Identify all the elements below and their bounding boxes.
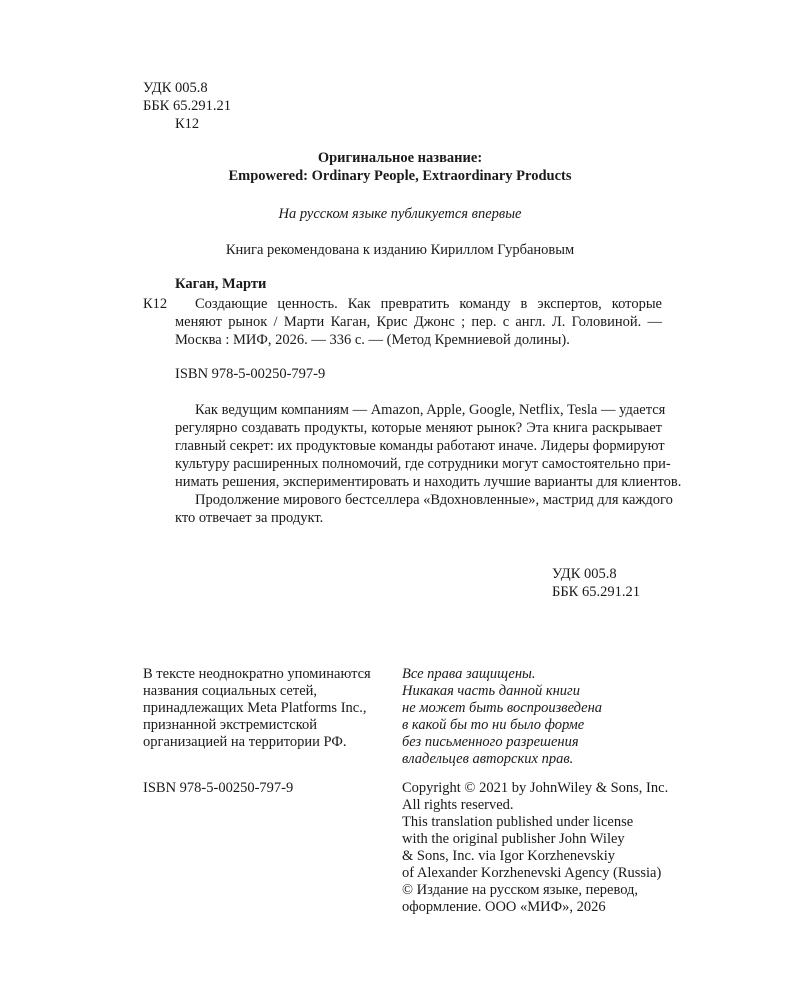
rights-line: Никакая часть данной книги <box>402 683 580 699</box>
bbk-code: ББК 65.291.21 <box>143 98 231 114</box>
copyright-line: All rights reserved. <box>402 797 514 813</box>
author-mark: К12 <box>175 116 200 132</box>
meta-notice-line: принадлежащих Meta Platforms Inc., <box>143 700 367 716</box>
bib-description-line: меняют рынок / Марти Каган, Крис Джонс ; пер. с англ. Л. Головиной. — <box>175 314 662 330</box>
footer-bbk-code: ББК 65.291.21 <box>552 584 640 600</box>
udk-code: УДК 005.8 <box>143 80 208 96</box>
annotation-line: главный секрет: их продуктовые команды работают иначе. Лидеры формируют <box>175 438 665 454</box>
meta-notice <box>143 666 371 751</box>
original-title: Empowered: Ordinary People, Extraordinary Products <box>228 168 572 184</box>
first-publication-note: На русском языке публикуется впервые <box>278 206 522 222</box>
bib-description-line: Москва : МИФ, 2026. — 336 с. — (Метод Кремниевой долины). <box>175 332 570 348</box>
copyright-line: This translation published under license <box>402 814 634 830</box>
annotation-line: культуру расширенных полномочий, где сотрудники могут самостоятельно при- <box>175 456 671 472</box>
rights-line: не может быть воспроизведена <box>402 700 603 716</box>
rights-line: владельцев авторских прав. <box>402 751 574 767</box>
recommendation-note: Книга рекомендована к изданию Кириллом Гурбановым <box>225 242 575 258</box>
copyright-line: © Издание на русском языке, перевод, <box>402 882 639 898</box>
original-title-label: Оригинальное название: <box>317 150 483 166</box>
rights-line: без письменного разрешения <box>402 734 579 750</box>
annotation-line: кто отвечает за продукт. <box>175 510 324 526</box>
copyright-line: with the original publisher John Wiley <box>402 831 625 847</box>
meta-notice-line: признанной экстремистской <box>143 717 318 733</box>
rights-line: Все права защищены. <box>402 666 536 682</box>
rights-line: в какой бы то ни было форме <box>402 717 585 733</box>
rights-notice <box>402 666 602 768</box>
meta-notice-line: В тексте неоднократно упоминаются <box>143 666 371 682</box>
annotation-line: нимать решения, экспериментировать и находить лучшие варианты для клиентов. <box>175 474 682 490</box>
copyright-line: оформление. ООО «МИФ», 2026 <box>402 899 606 915</box>
bib-author-mark: К12 <box>143 296 168 312</box>
footer-udk-code: УДК 005.8 <box>552 566 617 582</box>
meta-notice-line: названия социальных сетей, <box>143 683 318 699</box>
meta-notice-line: организацией на территории РФ. <box>143 734 347 750</box>
copyright-line: of Alexander Korzhenevski Agency (Russia) <box>402 865 662 881</box>
bib-description-line: Создающие ценность. Как превратить команду в экспертов, которые <box>195 296 662 312</box>
annotation-line: регулярно создавать продукты, которые меняют рынок? Эта книга раскрывает <box>175 420 662 436</box>
isbn: ISBN 978-5-00250-797-9 <box>175 366 326 382</box>
copyright-line: Copyright © 2021 by JohnWiley & Sons, Inc. <box>402 780 669 796</box>
annotation-line: Продолжение мирового бестселлера «Вдохновленные», мастрид для каждого <box>195 492 673 508</box>
copyright-line: & Sons, Inc. via Igor Korzhenevskiy <box>402 848 616 864</box>
copyright-block <box>402 780 668 916</box>
author-heading: Каган, Марти <box>175 276 267 292</box>
annotation-line: Как ведущим компаниям — Amazon, Apple, Google, Netflix, Tesla — удается <box>195 402 666 418</box>
isbn-bottom: ISBN 978-5-00250-797-9 <box>143 780 294 796</box>
